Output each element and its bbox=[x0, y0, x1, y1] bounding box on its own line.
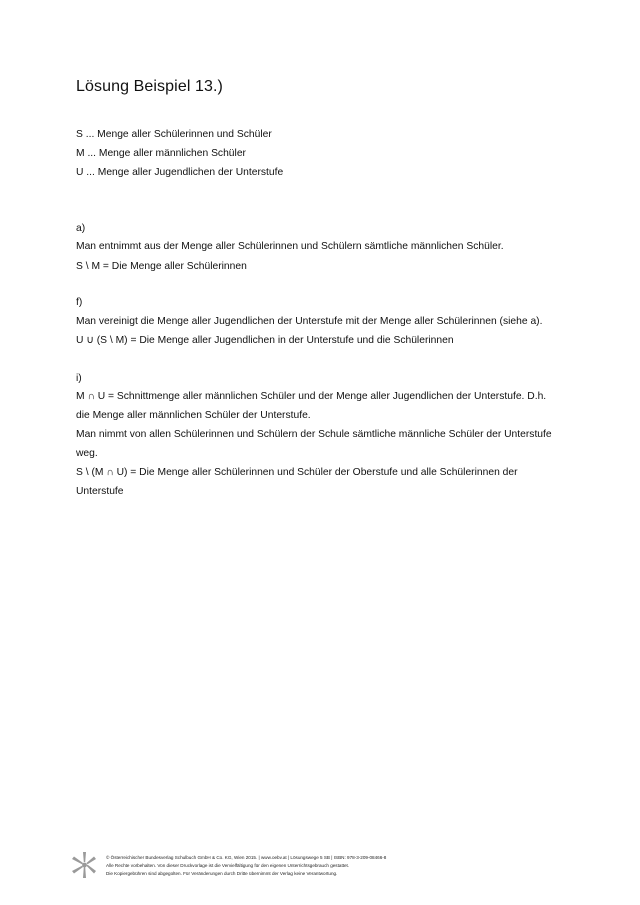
section-i-line: S \ (M ∩ U) = Die Menge aller Schülerinnen und Schüler der Oberstufe und alle Schülerinnen der bbox=[76, 467, 518, 478]
section-i-line: Unterstufe bbox=[76, 486, 124, 497]
definition-line: S ... Menge aller Schülerinnen und Schüler bbox=[76, 129, 272, 140]
footer-rights: Alle Rechte vorbehalten. Von dieser Druckvorlage ist die Vervielfältigung für den eigenen Unterrichtsgebrauch gestattet. bbox=[106, 863, 350, 868]
section-label-i: i) bbox=[76, 373, 82, 384]
section-i-line: weg. bbox=[76, 448, 98, 459]
section-i-line: M ∩ U = Schnittmenge aller männlichen Schüler und der Menge aller Jugendlichen der Unterstufe. D.h. bbox=[76, 391, 547, 402]
section-f-line: Man vereinigt die Menge aller Jugendlichen der Unterstufe mit der Menge aller Schülerinnen (siehe a). bbox=[76, 316, 543, 327]
section-a-line: Man entnimmt aus der Menge aller Schülerinnen und Schülern sämtliche männlichen Schüler. bbox=[76, 241, 504, 252]
definition-line: U ... Menge aller Jugendlichen der Unterstufe bbox=[76, 167, 284, 178]
section-label-a: a) bbox=[76, 223, 86, 234]
footer-copyright: © Österreichischer Bundesverlag Schulbuch GmbH & Co. KG, Wien 2015. | www.oebv.at | Lösungswege 5 SB | ISBN: 978-3-209-08466-8 bbox=[106, 855, 387, 860]
section-i-line: die Menge aller männlichen Schüler der Unterstufe. bbox=[76, 410, 311, 421]
section-label-f: f) bbox=[76, 297, 83, 308]
section-i-line: Man nimmt von allen Schülerinnen und Schülern der Schule sämtliche männliche Schüler der Unterstufe bbox=[76, 429, 552, 440]
section-f-line: U ∪ (S \ M) = Die Menge aller Jugendlichen in der Unterstufe und die Schülerinnen bbox=[76, 335, 454, 346]
page-title: Lösung Beispiel 13.) bbox=[76, 78, 223, 95]
definition-line: M ... Menge aller männlichen Schüler bbox=[76, 148, 246, 159]
publisher-star-logo-icon bbox=[71, 851, 97, 879]
footer-disclaimer: Die Kopiergebühren sind abgegolten. Für Veränderungen durch Dritte übernimmt der Verlag keine Verantwortung. bbox=[106, 871, 338, 876]
section-a-line: S \ M = Die Menge aller Schülerinnen bbox=[76, 261, 247, 272]
